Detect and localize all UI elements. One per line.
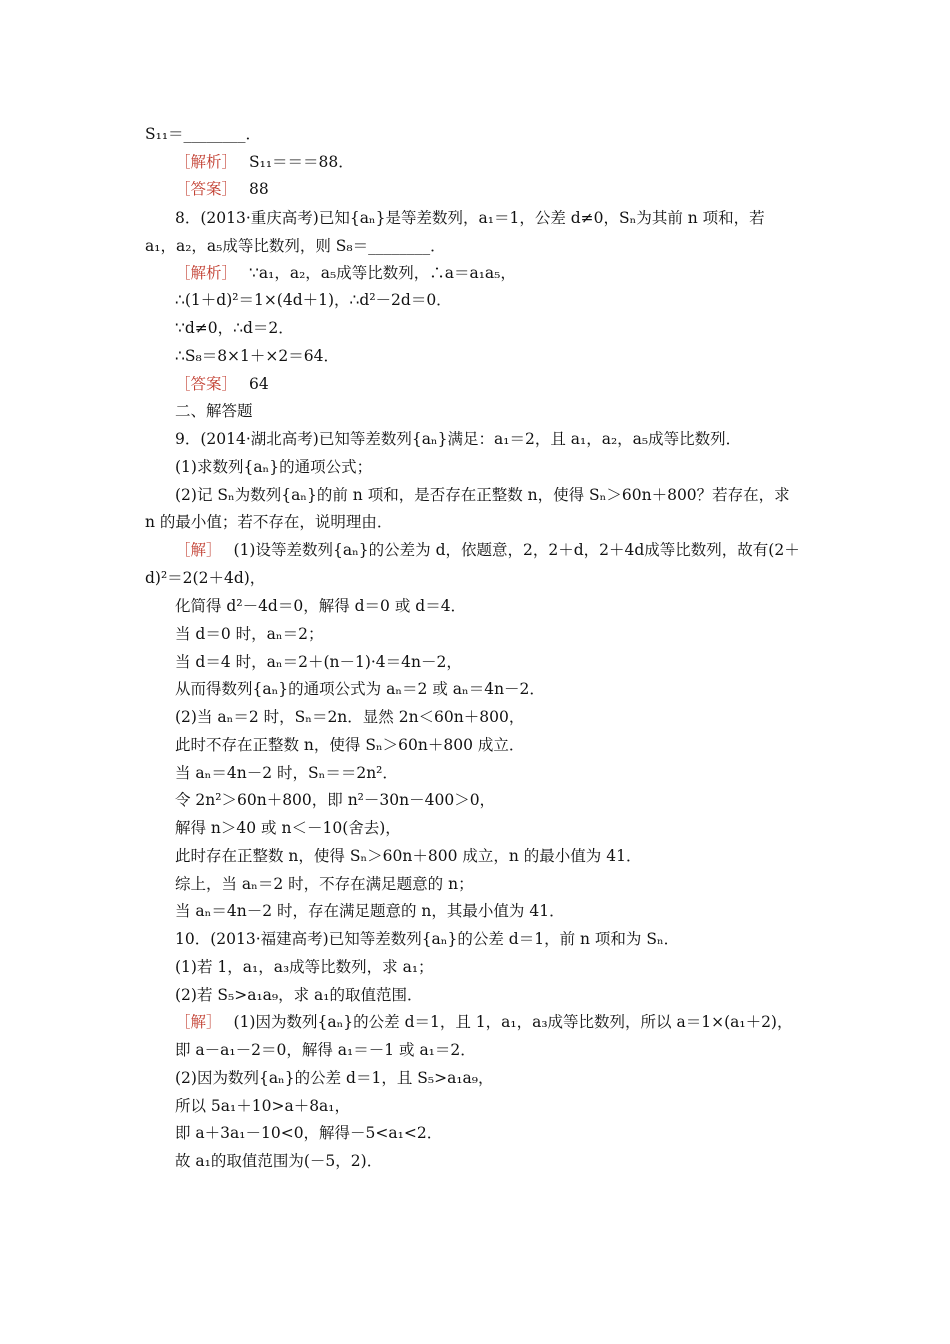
answer-tag: ［答案］	[175, 180, 238, 198]
text-line: 当 aₙ＝4n－2 时，Sₙ＝＝2n²．	[175, 764, 398, 782]
text-line: 令 2n²＞60n＋800，即 n²－30n－400＞0，	[175, 791, 496, 809]
text-line: (1)若 1，a₁，a₃成等比数列，求 a₁；	[175, 958, 434, 976]
text-line: 10．(2013·福建高考)已知等差数列{aₙ}的公差 d＝1，前 n 项和为 Sₙ．	[175, 930, 680, 948]
text-line: 解得 n＞40 或 n＜－10(舍去)，	[175, 819, 401, 837]
text-line: S₁₁＝________．	[145, 125, 262, 143]
text-line: ［解］ (1)因为数列{aₙ}的公差 d＝1，且 1，a₁，a₃成等比数列，所以 a＝1×(a₁＋2)，	[175, 1013, 793, 1031]
text-line: d)²＝2(2＋4d)，	[145, 569, 266, 587]
text-line: ［解析］ S₁₁＝＝＝88．	[175, 153, 354, 171]
analysis-tag: ［解析］	[175, 153, 238, 171]
text-line: (2)因为数列{aₙ}的公差 d＝1，且 S₅>a₁a₉，	[175, 1069, 494, 1087]
text-line: 当 d＝0 时，aₙ＝2；	[175, 625, 324, 643]
text-line: 当 d＝4 时，aₙ＝2＋(n－1)·4＝4n－2，	[175, 653, 462, 671]
text-line: n 的最小值；若不存在，说明理由．	[145, 513, 393, 531]
text-line: 此时存在正整数 n，使得 Sₙ＞60n＋800 成立，n 的最小值为 41．	[175, 847, 642, 865]
text-line: 即 a－a₁－2＝0，解得 a₁＝－1 或 a₁＝2．	[175, 1041, 476, 1059]
text-line: 9．(2014·湖北高考)已知等差数列{aₙ}满足：a₁＝2，且 a₁，a₂，a₅成等比数列．	[175, 430, 742, 448]
text-line: 当 aₙ＝4n－2 时，存在满足题意的 n，其最小值为 41．	[175, 902, 565, 920]
text-line: (2)记 Sₙ为数列{aₙ}的前 n 项和，是否存在正整数 n，使得 Sₙ＞60n＋800？若存在，求	[175, 486, 790, 504]
text-line: ［解析］ ∵a₁，a₂，a₅成等比数列，∴a＝a₁a₅，	[175, 264, 516, 282]
text-line: 此时不存在正整数 n，使得 Sₙ＞60n＋800 成立．	[175, 736, 525, 754]
text-line: (2)当 aₙ＝2 时，Sₙ＝2n．显然 2n＜60n＋800，	[175, 708, 525, 726]
analysis-tag: ［解析］	[175, 264, 238, 282]
text-line: ［答案］ 64	[175, 375, 269, 393]
text-line: (2)若 S₅>a₁a₉，求 a₁的取值范围．	[175, 986, 423, 1004]
text-line: (1)求数列{aₙ}的通项公式；	[175, 458, 373, 476]
text-line: 所以 5a₁＋10>a＋8a₁，	[175, 1097, 351, 1115]
text-line: ［解］ (1)设等差数列{aₙ}的公差为 d，依题意，2，2＋d，2＋4d成等比数列，故有(2＋	[175, 541, 800, 559]
text-line: 化简得 d²－4d＝0，解得 d＝0 或 d＝4．	[175, 597, 467, 615]
section-heading: 二、解答题	[175, 402, 253, 420]
solution-tag: ［解］	[175, 541, 222, 559]
solution-tag: ［解］	[175, 1013, 222, 1031]
text-line: 8．(2013·重庆高考)已知{aₙ}是等差数列，a₁＝1，公差 d≠0，Sₙ为其前 n 项和，若	[175, 209, 765, 227]
text-line: ［答案］ 88	[175, 180, 269, 198]
text-line: 故 a₁的取值范围为(－5，2)．	[175, 1152, 383, 1170]
text-line: 即 a＋3a₁－10<0，解得－5<a₁<2．	[175, 1124, 443, 1142]
text-line: a₁，a₂，a₅成等比数列，则 S₈＝________．	[145, 237, 446, 255]
text-line: 从而得数列{aₙ}的通项公式为 aₙ＝2 或 aₙ＝4n－2．	[175, 680, 545, 698]
text-line: 综上，当 aₙ＝2 时，不存在满足题意的 n；	[175, 875, 474, 893]
answer-tag: ［答案］	[175, 375, 238, 393]
text-line: ∵d≠0，∴d＝2．	[175, 319, 294, 337]
text-line: ∴(1＋d)²＝1×(4d＋1)，∴d²－2d＝0．	[175, 291, 452, 309]
text-line: ∴S₈＝8×1＋×2＝64．	[175, 347, 339, 365]
